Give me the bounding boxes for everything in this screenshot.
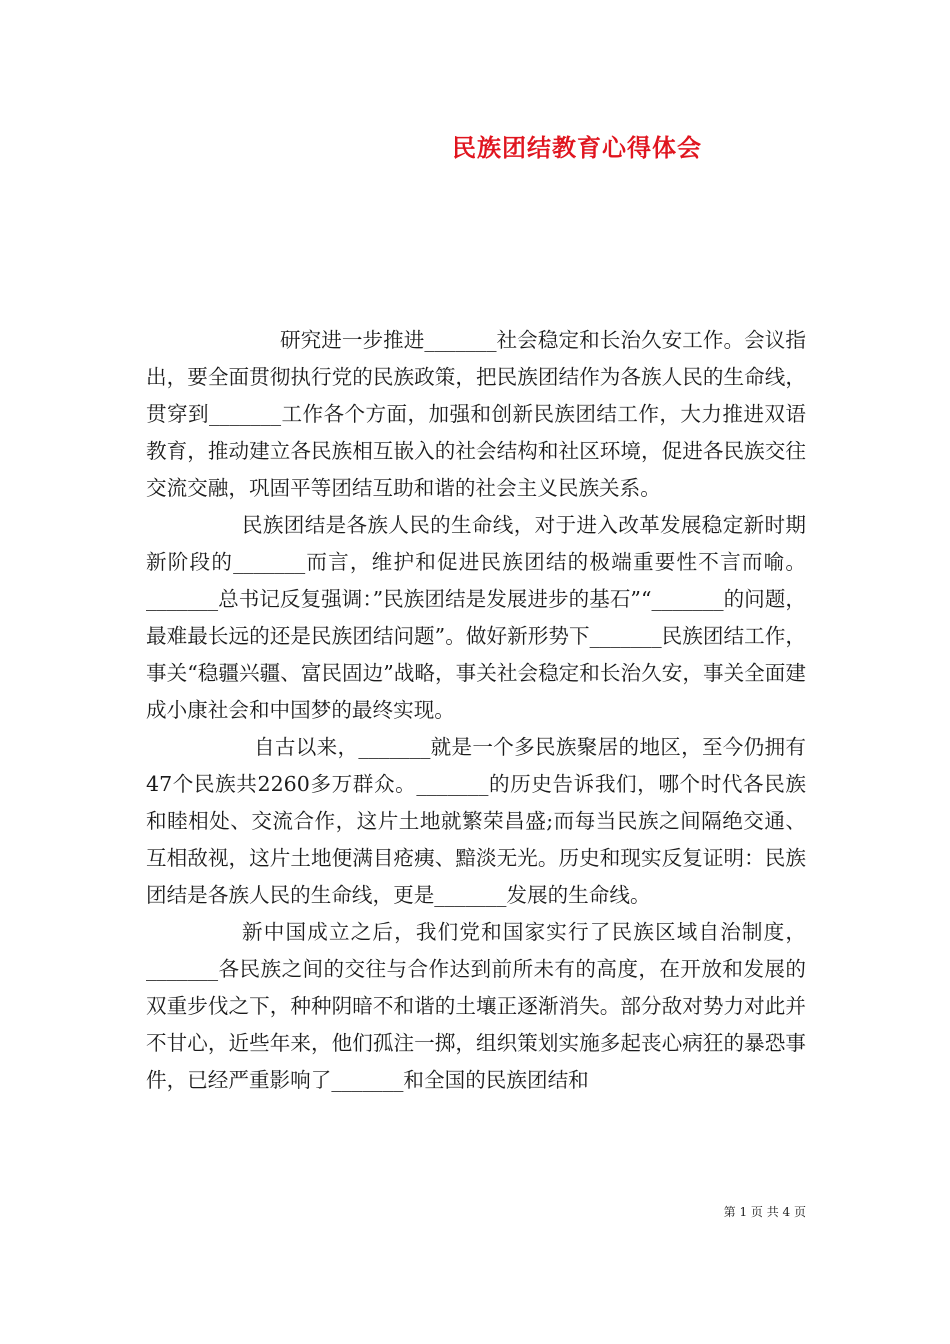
document-body <box>146 322 806 1099</box>
paragraph-1: 研究进一步推进_______社会稳定和长治久安工作。会议指出，要全面贯彻执行党的民族政策，把民族团结作为各族人民的生命线，贯穿到_______工作各个方面，加强和创新民族团结工作，大力推进双语教育，推动建立各民族相互嵌入的社会结构和社区环境，促进各民族交往交流交融，巩固平等团结互助和谐的社会主义民族关系。 <box>146 328 806 500</box>
paragraph-4: 新中国成立之后，我们党和国家实行了民族区域自治制度，_______各民族之间的交往与合作达到前所未有的高度，在开放和发展的双重步伐之下，种种阴暗不和谐的土壤正逐渐消失。部分敌对势力对此并不甘心，近些年来，他们孤注一掷，组织策划实施多起丧心病狂的暴恐事件，已经严重影响了_______和全国的民族团结和 <box>146 920 806 1092</box>
page-number-footer: 第 1 页 共 4 页 <box>723 1205 806 1219</box>
paragraph-3: 自古以来，_______就是一个多民族聚居的地区，至今仍拥有47个民族共2260多万群众。_______的历史告诉我们，哪个时代各民族和睦相处、交流合作，这片土地就繁荣昌盛;而每当民族之间隔绝交通、互相敌视，这片土地便满目疮痍、黯淡无光。历史和现实反复证明：民族团结是各族人民的生命线，更是_______发展的生命线。 <box>146 735 806 907</box>
paragraph-2: 民族团结是各族人民的生命线，对于进入改革发展稳定新时期新阶段的_______而言，维护和促进民族团结的极端重要性不言而喻。_______总书记反复强调：”民族团结是发展进步的基石”“_______的问题，最难最长远的还是民族团结问题”。做好新形势下_______民族团结工作，事关“稳疆兴疆、富民固边”战略，事关社会稳定和长治久安，事关全面建成小康社会和中国梦的最终实现。 <box>146 513 806 722</box>
document-title-text: 民族团结教育心得体会 <box>452 133 702 162</box>
document-title <box>0 132 950 164</box>
